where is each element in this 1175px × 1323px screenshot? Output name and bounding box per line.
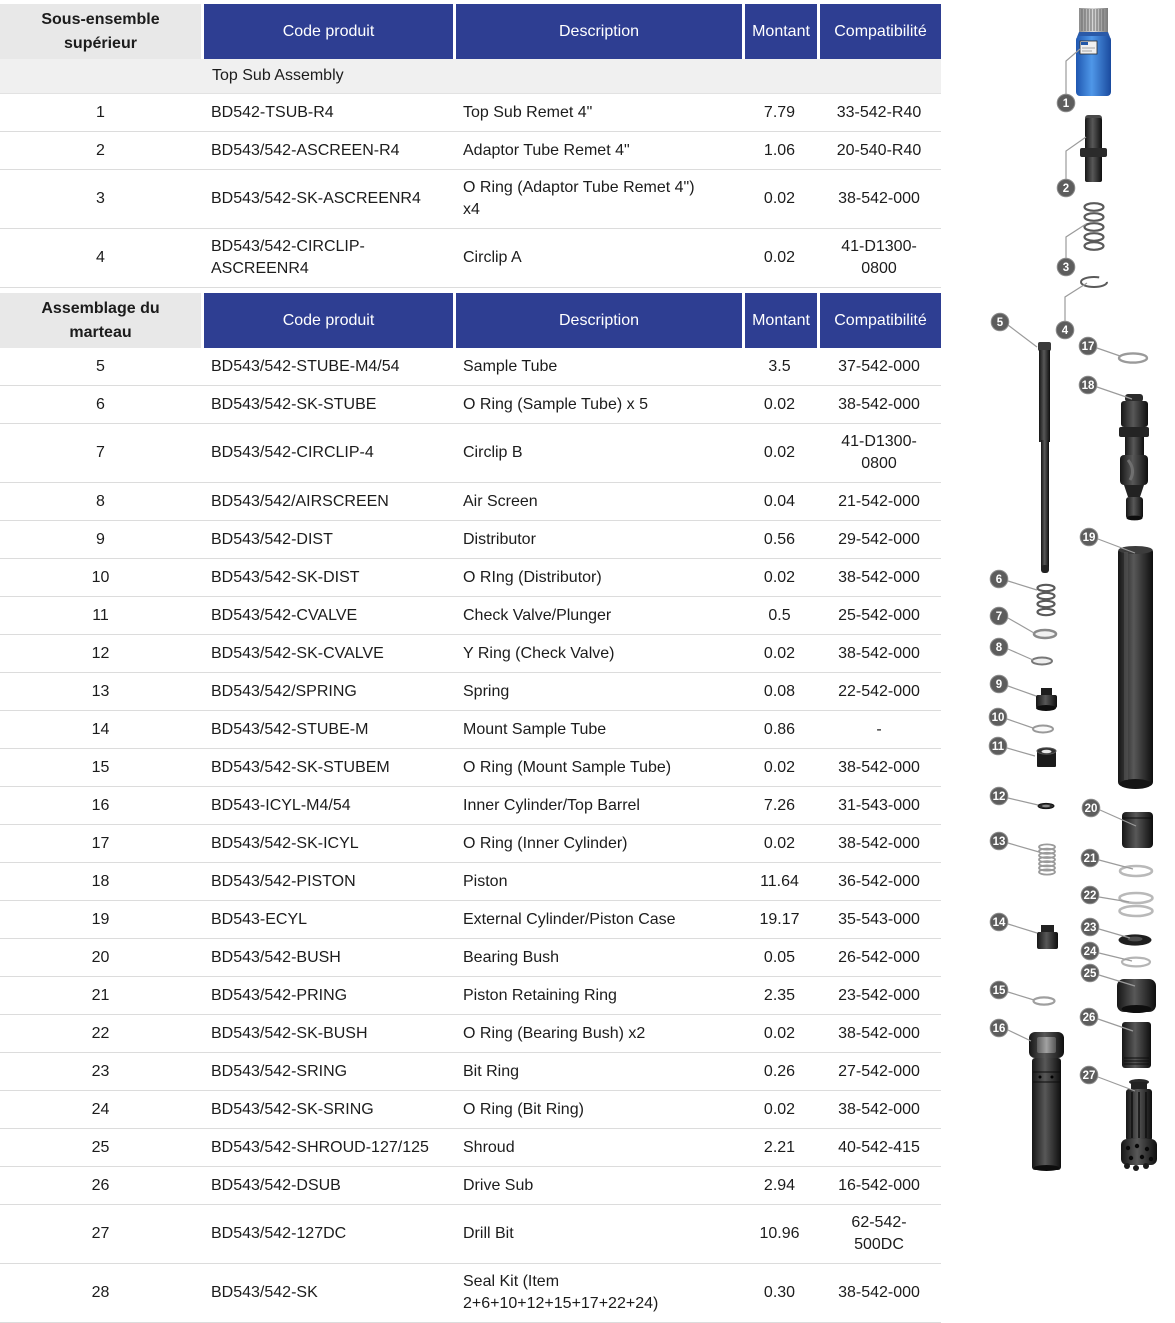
compatibilite-cell: 26-542-000 — [838, 948, 920, 966]
item-number-cell: 8 — [96, 492, 105, 510]
product-code-cell: BD543/542-SK-DIST — [211, 568, 360, 586]
column-header-montant: Montant — [742, 4, 817, 59]
svg-text:4: 4 — [1061, 325, 1069, 337]
compatibilite-cell: 38-542-000 — [838, 1100, 920, 1118]
item-number-cell: 12 — [91, 644, 110, 662]
callout-badge-15 — [990, 981, 1008, 999]
product-code-cell: BD543/542-PRING — [211, 986, 348, 1004]
callout-badge-20 — [1082, 799, 1100, 817]
item-number-cell: 17 — [91, 834, 110, 852]
part-spring — [1039, 844, 1055, 874]
item-number-cell: 24 — [91, 1100, 110, 1118]
svg-text:13: 13 — [992, 836, 1006, 848]
item-number-cell: 1 — [96, 103, 105, 121]
svg-text:19: 19 — [1082, 532, 1096, 544]
callout-badge-25 — [1081, 964, 1099, 982]
item-number-cell: 25 — [91, 1138, 110, 1156]
montant-cell: 2.94 — [763, 1176, 796, 1194]
compatibilite-cell: 41-D1300-0800 — [841, 238, 917, 277]
svg-text:21: 21 — [1083, 853, 1097, 865]
part-o-ring-stack-adaptor — [1085, 203, 1104, 250]
part-check-valve-plunger — [1037, 748, 1056, 767]
compatibilite-cell: 38-542-000 — [838, 1284, 920, 1301]
table-row — [0, 1015, 941, 1053]
table-row — [0, 825, 941, 863]
table-row — [0, 559, 941, 597]
compatibilite-cell: 38-542-000 — [838, 568, 920, 586]
item-number-cell: 28 — [91, 1284, 110, 1301]
exploded-parts-diagram — [941, 0, 1175, 1276]
description-cell: Sample Tube — [463, 357, 558, 375]
item-number-cell: 16 — [91, 796, 110, 814]
part-y-ring-check-valve — [1038, 803, 1054, 808]
montant-cell: 19.17 — [759, 910, 800, 928]
svg-text:3: 3 — [1062, 262, 1070, 274]
table-row — [0, 229, 941, 288]
callout-badge-18 — [1079, 376, 1097, 394]
compatibilite-cell: 38-542-000 — [838, 1024, 920, 1042]
item-number-cell: 22 — [91, 1024, 110, 1042]
montant-cell: 0.86 — [763, 720, 796, 738]
product-code-cell: BD543/542-SK — [211, 1284, 318, 1301]
montant-cell: 0.02 — [763, 190, 796, 207]
item-number-cell: 11 — [92, 606, 109, 624]
table-row — [0, 424, 941, 483]
part-o-ring-bearing-bush — [1120, 893, 1153, 916]
description-cell: O Ring (Mount Sample Tube) — [463, 758, 672, 776]
item-number-cell: 13 — [91, 682, 110, 700]
parts-table — [0, 4, 941, 1323]
table-row — [0, 348, 941, 386]
table-row — [0, 1264, 941, 1323]
callout-badge-26 — [1080, 1008, 1098, 1026]
montant-cell: 0.02 — [763, 395, 796, 413]
table-row — [0, 1129, 941, 1167]
part-mount-sample-tube — [1037, 925, 1058, 949]
compatibilite-cell: 36-542-000 — [838, 872, 920, 890]
montant-cell: 0.02 — [763, 568, 796, 586]
callout-badge-6 — [990, 570, 1008, 588]
svg-text:16: 16 — [992, 1023, 1006, 1035]
svg-text:14: 14 — [992, 917, 1006, 929]
montant-cell: 0.05 — [763, 948, 796, 966]
part-piston-retaining-ring — [1120, 866, 1152, 876]
compatibilite-cell: 41-D1300-0800 — [841, 433, 917, 472]
product-code-cell: BD543/542-ASCREEN-R4 — [211, 141, 400, 159]
compatibilite-cell: 37-542-000 — [838, 357, 920, 375]
table-row — [0, 977, 941, 1015]
table-row — [0, 170, 941, 229]
compatibilite-cell: 38-542-000 — [838, 190, 920, 207]
svg-text:26: 26 — [1082, 1012, 1096, 1024]
description-cell: Mount Sample Tube — [463, 720, 607, 738]
part-top-sub — [1076, 8, 1111, 96]
part-sample-tube — [1038, 342, 1051, 573]
product-code-cell: BD543/542-SK-CVALVE — [211, 644, 384, 662]
callout-badge-7 — [990, 607, 1008, 625]
callout-badge-14 — [990, 913, 1008, 931]
section-header — [0, 293, 941, 348]
part-drill-bit — [1121, 1079, 1157, 1171]
description-cell: Piston Retaining Ring — [463, 986, 617, 1004]
part-o-ring-inner-cylinder — [1119, 353, 1147, 362]
section-header — [0, 4, 941, 59]
compatibilite-cell: 29-542-000 — [838, 530, 920, 548]
table-row — [0, 635, 941, 673]
compatibilite-cell: 38-542-000 — [838, 395, 920, 413]
compatibilite-cell: 22-542-000 — [838, 682, 920, 700]
compatibilite-cell: 31-543-000 — [838, 796, 920, 814]
part-adaptor-tube — [1080, 115, 1107, 182]
description-cell: Check Valve/Plunger — [463, 606, 612, 624]
item-number-cell: 18 — [91, 872, 110, 890]
montant-cell: 2.21 — [763, 1138, 796, 1156]
part-o-ring-distributor — [1033, 726, 1053, 733]
product-code-cell: BD543/542/AIRSCREEN — [211, 492, 389, 510]
part-circlip-b — [1034, 630, 1056, 638]
svg-text:1: 1 — [1062, 98, 1070, 110]
item-number-cell: 9 — [96, 530, 105, 548]
description-cell: Top Sub Remet 4" — [463, 103, 593, 121]
table-row — [0, 483, 941, 521]
montant-cell: 1.06 — [763, 141, 796, 159]
description-cell: Seal Kit (Item 2+6+10+12+15+17+22+24) — [463, 1273, 659, 1312]
table-row — [0, 749, 941, 787]
svg-text:17: 17 — [1081, 341, 1095, 353]
description-cell: Air Screen — [463, 492, 538, 510]
item-number-cell: 10 — [91, 568, 110, 586]
table-row — [0, 386, 941, 424]
svg-text:22: 22 — [1083, 890, 1097, 902]
item-number-cell: 2 — [96, 141, 105, 159]
description-cell: O RIng (Distributor) — [463, 568, 602, 586]
item-number-cell: 23 — [91, 1062, 110, 1080]
part-inner-cylinder-top-barrel — [1029, 1032, 1064, 1171]
montant-cell: 3.5 — [768, 357, 791, 375]
compatibilite-cell: 40-542-415 — [838, 1138, 920, 1156]
product-code-cell: BD543/542-SHROUD-127/125 — [211, 1138, 429, 1156]
description-cell: Distributor — [463, 530, 536, 548]
product-code-cell: BD543/542-SK-ICYL — [211, 834, 359, 852]
group-header-cell: Sous-ensemble supérieur — [0, 4, 201, 59]
description-cell: Piston — [463, 872, 508, 890]
product-code-cell: BD543/542-SK-ASCREENR4 — [211, 190, 421, 207]
leader-lines — [1007, 49, 1136, 1091]
montant-cell: 0.02 — [763, 758, 796, 776]
callout-badge-3 — [1057, 258, 1075, 276]
svg-text:2: 2 — [1062, 183, 1070, 195]
product-code-cell: BD543/542-DSUB — [211, 1176, 341, 1194]
group-header-cell: Assemblage du marteau — [0, 293, 201, 348]
montant-cell: 7.79 — [763, 103, 796, 121]
column-header-montant: Montant — [742, 293, 817, 348]
item-number-cell: 20 — [91, 948, 110, 966]
table-row — [0, 94, 941, 132]
part-circlip-a — [1081, 277, 1107, 287]
product-code-cell: BD543/542-CIRCLIP-4 — [211, 444, 374, 461]
compatibilite-cell: 16-542-000 — [838, 1176, 920, 1194]
callout-badge-19 — [1080, 528, 1098, 546]
compatibilite-cell: 27-542-000 — [838, 1062, 920, 1080]
description-cell: Drive Sub — [463, 1176, 534, 1194]
table-row — [0, 787, 941, 825]
callout-badge-1 — [1057, 94, 1075, 112]
item-number-cell: 5 — [96, 357, 105, 375]
compatibilite-cell: 23-542-000 — [838, 986, 920, 1004]
callout-badge-12 — [990, 787, 1008, 805]
part-o-ring-stack-sample-tube — [1038, 585, 1055, 615]
montant-cell: 0.26 — [763, 1062, 796, 1080]
part-air-screen — [1032, 658, 1052, 665]
montant-cell: 11.64 — [760, 872, 799, 890]
column-header-description: Description — [453, 293, 742, 348]
compatibilite-cell: 38-542-000 — [838, 644, 920, 662]
callout-badge-9 — [990, 675, 1008, 693]
table-row — [0, 1091, 941, 1129]
callout-badge-16 — [990, 1019, 1008, 1037]
compatibilite-cell: 25-542-000 — [838, 606, 920, 624]
description-cell: Y Ring (Check Valve) — [463, 644, 615, 662]
product-code-cell: BD543-ECYL — [211, 910, 308, 928]
description-cell: Inner Cylinder/Top Barrel — [463, 796, 640, 814]
montant-cell: 0.56 — [763, 530, 796, 548]
item-number-cell: 21 — [91, 986, 110, 1004]
montant-cell: 0.04 — [763, 492, 796, 510]
table-row — [0, 901, 941, 939]
item-number-cell: 27 — [91, 1225, 110, 1242]
description-cell: Bit Ring — [463, 1062, 520, 1080]
product-code-cell: BD543/542-BUSH — [211, 948, 341, 966]
montant-cell: 0.02 — [763, 249, 796, 266]
compatibilite-cell: 38-542-000 — [838, 758, 920, 776]
product-code-cell: BD543/542/SPRING — [211, 682, 357, 700]
svg-text:5: 5 — [996, 317, 1004, 329]
description-cell: O Ring (Bit Ring) — [463, 1100, 584, 1118]
montant-cell: 0.02 — [763, 444, 796, 461]
column-header-code: Code produit — [201, 293, 453, 348]
description-cell: O Ring (Sample Tube) x 5 — [463, 395, 648, 413]
product-code-cell: BD543/542-CVALVE — [211, 606, 358, 624]
item-number-cell: 19 — [91, 910, 110, 928]
table-row — [0, 673, 941, 711]
montant-cell: 0.02 — [763, 1100, 796, 1118]
compatibilite-cell: 62-542-500DC — [851, 1214, 907, 1253]
table-row — [0, 1053, 941, 1091]
table-row — [0, 597, 941, 635]
callout-badge-4 — [1056, 321, 1074, 339]
product-code-cell: BD543-ICYL-M4/54 — [211, 796, 351, 814]
compatibilite-cell: 35-543-000 — [838, 910, 920, 928]
column-header-description: Description — [453, 4, 742, 59]
montant-cell: 0.02 — [763, 644, 796, 662]
table-row — [0, 711, 941, 749]
table-row — [0, 1205, 941, 1264]
compatibilite-cell: 20-540-R40 — [836, 141, 922, 159]
svg-text:12: 12 — [992, 791, 1006, 803]
svg-text:23: 23 — [1083, 922, 1097, 934]
montant-cell: 0.5 — [768, 606, 791, 624]
description-cell: O Ring (Adaptor Tube Remet 4") x4 — [463, 179, 695, 218]
part-bearing-bush — [1122, 812, 1153, 848]
callout-badge-27 — [1080, 1066, 1098, 1084]
product-code-cell: BD543/542-SK-BUSH — [211, 1024, 368, 1042]
montant-cell: 0.02 — [763, 834, 796, 852]
product-code-cell: BD543/542-PISTON — [211, 872, 356, 890]
item-number-cell: 7 — [96, 444, 105, 461]
product-code-cell: BD543/542-DIST — [211, 530, 333, 548]
description-cell: Shroud — [463, 1138, 515, 1156]
product-code-cell: BD543/542-SRING — [211, 1062, 348, 1080]
column-header-compatibilite: Compatibilité — [817, 293, 941, 348]
montant-cell: 7.26 — [763, 796, 796, 814]
description-cell: Bearing Bush — [463, 948, 560, 966]
description-cell: Circlip A — [463, 249, 522, 266]
svg-text:8: 8 — [995, 642, 1003, 654]
compatibilite-cell: - — [876, 720, 882, 738]
svg-text:7: 7 — [995, 611, 1003, 623]
callout-badge-11 — [989, 737, 1007, 755]
svg-text:27: 27 — [1082, 1070, 1096, 1082]
montant-cell: 2.35 — [763, 986, 796, 1004]
montant-cell: 10.96 — [759, 1225, 800, 1242]
callout-badge-8 — [990, 638, 1008, 656]
svg-text:6: 6 — [995, 574, 1003, 586]
callout-badge-24 — [1081, 942, 1099, 960]
item-number-cell: 14 — [91, 720, 110, 738]
product-code-cell: BD543/542-127DC — [211, 1225, 347, 1242]
product-code-cell: BD543/542-SK-STUBEM — [211, 758, 390, 776]
item-number-cell: 4 — [96, 249, 105, 266]
table-row — [0, 939, 941, 977]
table-row — [0, 132, 941, 170]
callout-badge-17 — [1079, 337, 1097, 355]
callout-badge-13 — [990, 832, 1008, 850]
part-external-cylinder-piston-case — [1118, 546, 1153, 789]
callout-badge-21 — [1081, 849, 1099, 867]
item-number-cell: 15 — [91, 758, 110, 776]
column-header-compatibilite: Compatibilité — [817, 4, 941, 59]
description-cell: Circlip B — [463, 444, 523, 461]
item-number-cell: 6 — [96, 395, 105, 413]
part-o-ring-mount-sample-tube — [1034, 997, 1055, 1004]
compatibilite-cell: 38-542-000 — [838, 834, 920, 852]
part-shroud — [1117, 979, 1156, 1013]
svg-text:25: 25 — [1083, 968, 1097, 980]
product-code-cell: BD543/542-CIRCLIP-ASCREENR4 — [211, 238, 365, 277]
svg-text:15: 15 — [992, 985, 1006, 997]
column-header-code: Code produit — [201, 4, 453, 59]
svg-text:20: 20 — [1084, 803, 1098, 815]
compatibilite-cell: 33-542-R40 — [836, 103, 922, 121]
description-cell: O Ring (Bearing Bush) x2 — [463, 1024, 646, 1042]
callout-badge-22 — [1081, 886, 1099, 904]
part-piston — [1119, 394, 1149, 520]
table-row — [0, 863, 941, 901]
description-cell: Drill Bit — [463, 1225, 514, 1242]
description-cell: Spring — [463, 682, 510, 700]
table-row — [0, 1167, 941, 1205]
assembly-subheader: Top Sub Assembly — [0, 59, 941, 94]
item-number-cell: 26 — [91, 1176, 110, 1194]
product-code-cell: BD543/542-SK-SRING — [211, 1100, 374, 1118]
product-code-cell: BD543/542-SK-STUBE — [211, 395, 377, 413]
callout-badge-23 — [1081, 918, 1099, 936]
product-code-cell: BD543/542-STUBE-M — [211, 720, 369, 738]
svg-text:24: 24 — [1083, 946, 1097, 958]
description-cell: O Ring (Inner Cylinder) — [463, 834, 628, 852]
description-cell: Adaptor Tube Remet 4" — [463, 141, 630, 159]
part-distributor — [1036, 688, 1057, 711]
callout-badge-2 — [1057, 179, 1075, 197]
montant-cell: 0.30 — [763, 1284, 796, 1301]
montant-cell: 0.08 — [763, 682, 796, 700]
svg-text:10: 10 — [991, 712, 1005, 724]
svg-text:11: 11 — [991, 741, 1005, 753]
part-o-ring-bit-ring — [1122, 958, 1150, 967]
montant-cell: 0.02 — [763, 1024, 796, 1042]
table-row — [0, 521, 941, 559]
svg-text:18: 18 — [1081, 380, 1095, 392]
callout-badge-10 — [989, 708, 1007, 726]
svg-text:9: 9 — [995, 679, 1003, 691]
compatibilite-cell: 21-542-000 — [838, 492, 920, 510]
callout-badge-5 — [991, 313, 1009, 331]
product-code-cell: BD543/542-STUBE-M4/54 — [211, 357, 400, 375]
description-cell: External Cylinder/Piston Case — [463, 910, 676, 928]
item-number-cell: 3 — [96, 190, 105, 207]
product-code-cell: BD542-TSUB-R4 — [211, 103, 334, 121]
